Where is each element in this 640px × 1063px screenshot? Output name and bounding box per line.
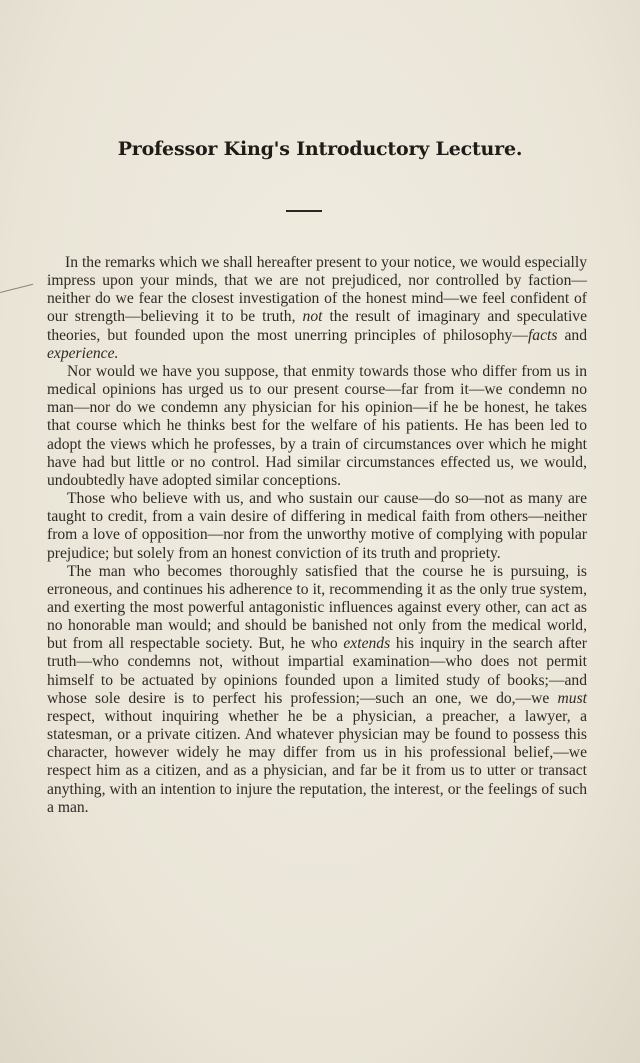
text-run: The man who becomes thoroughly satisfied that the course he is pursuing, is erroneous, and continues his adherence to it, recommending it as the only true system, and exerting the most powerful antagonistic influences against every other, can act as no honorable man would; and should be banished not only from the medical world, but from all respectable society. But, he who [47, 562, 587, 653]
text-run: and [557, 326, 588, 344]
text-run: In the remarks which we shall hereafter present to your notice, we would especially impress upon your minds, that we are not prejudiced, nor controlled by faction—neither do we fear the closest investigation of the honest mind—we feel confident of our strength—believing it to be truth, [47, 254, 587, 326]
italic-word: facts [527, 326, 558, 344]
title-divider-rule [286, 210, 322, 212]
text-run: respect, without inquiring whether he be a physician, a preacher, a lawyer, a statesman, or a private citizen. And whatever physician may be found to possess this character, however widely he may differ from us in his professional belief,—we respect him as a citizen, and as a physician, and far be it from us to utter or transact anything, with an intention to injure the reputation, the interest, or the feelings of such a man. [47, 707, 587, 816]
italic-word: must [557, 689, 587, 707]
italic-word: experience. [47, 344, 119, 362]
text-run: his inquiry in the search after truth—who condemns not, without impartial examination—who does not permit himself to be actuated by opinions founded upon a limited study of books;—and whose sole desire is to perfect his profession;—such an one, we do,—we [47, 635, 587, 707]
paragraph-2 [47, 363, 587, 490]
text-run: the result of imaginary and speculative theories, but founded upon the most unerring principles of philosophy— [47, 308, 588, 344]
text-run: Nor would we have you suppose, that enmity towards those who differ from us in medical opinions has urged us to our present course—far from it—we condemn no man—nor do we condemn any physician for his opinion—if he be honest, he takes that course which he thinks best for the welfare of his patients. He has been led to adopt the views which he professes, by a train of circumstances over which he might have had but little or no control. Had similar circumstances effected us, we would, undoubtedly have adopted similar conceptions. [47, 362, 587, 489]
page-title: Professor King's Introductory Lecture. [117, 138, 523, 160]
paragraph-4 [47, 563, 587, 817]
italic-word: not [302, 308, 323, 326]
paragraph-1 [47, 254, 587, 363]
italic-word: extends [343, 635, 391, 653]
margin-pencil-mark [0, 284, 33, 293]
paragraph-3 [47, 490, 587, 563]
text-run: Those who believe with us, and who sustain our cause—do so—not as many are taught to credit, from a vain desire of differing in medical faith from others—neither from a love of opposition—nor from the unworthy motive of complying with popular prejudice; but solely from an honest conviction of its truth and propriety. [47, 490, 587, 562]
lecture-body [47, 254, 587, 817]
